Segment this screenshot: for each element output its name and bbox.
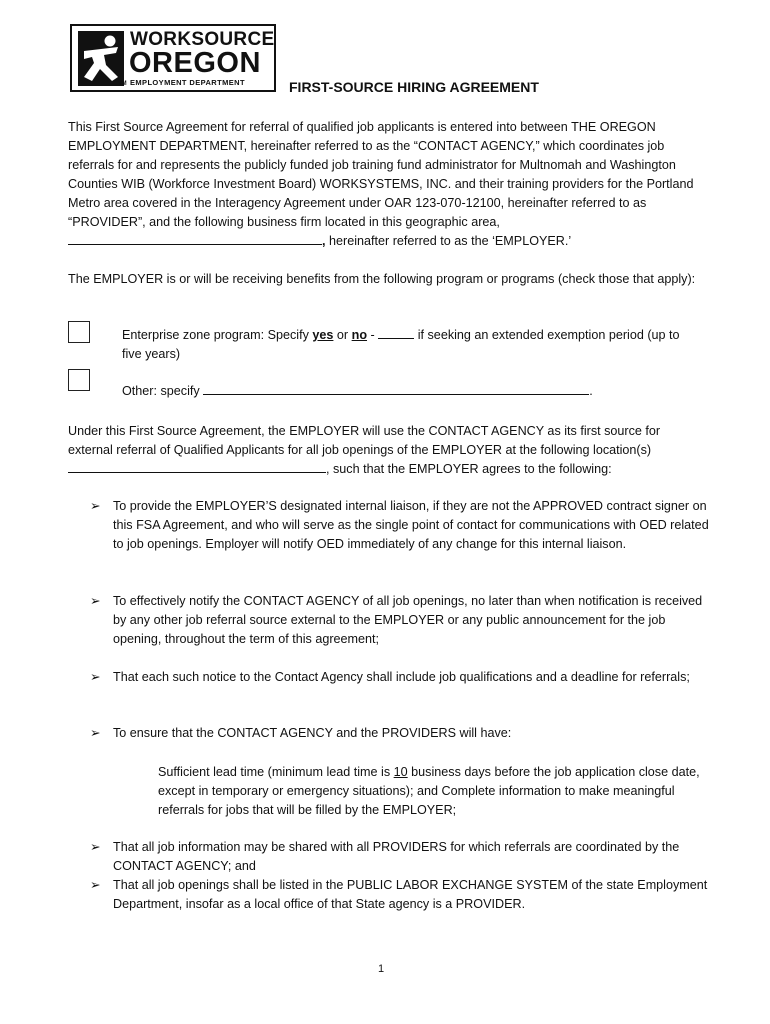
intro-text-end: hereinafter referred to as the ‘EMPLOYER.’: [325, 234, 572, 248]
arrow-bullet-icon: ➢: [90, 594, 101, 608]
exemption-answer-field[interactable]: [378, 326, 414, 339]
first-source-text-end: , such that the EMPLOYER agrees to the following:: [326, 462, 612, 476]
yes-option: yes: [312, 328, 334, 342]
intro-paragraph: [68, 118, 708, 251]
first-source-text: Under this First Source Agreement, the EMPLOYER will use the CONTACT AGENCY as its first source for external referral of Qualified Applicants for all job openings of the EMPLOYER at the following location(s): [68, 424, 661, 457]
intro-text: This First Source Agreement for referral of qualified job applicants is entered into between THE OREGON EMPLOYMENT DEPARTMENT, hereinafter referred to as the “CONTACT AGENCY,” which coordinates job referrals for and represents the publicly funded job training fund administrator for Multnomah and Washington Counties WIB (Workforce Investment Board) WORKSYSTEMS, INC. and their training providers for the Portland Metro area covered in the Interagency Agreement under OAR 123-070-12100, hereinafter referred to as “PROVIDER”, and the following business firm located in this geographic area,: [68, 120, 694, 229]
arrow-bullet-icon: ➢: [90, 878, 101, 892]
page-number: 1: [378, 963, 385, 975]
list-item-text: To ensure that the CONTACT AGENCY and the PROVIDERS will have:: [113, 726, 512, 740]
list-item: [90, 497, 710, 554]
lead-time-days: 10: [393, 765, 408, 779]
arrow-bullet-icon: ➢: [90, 840, 101, 854]
list-item-text: That all job information may be shared with all PROVIDERS for which referrals are coordinated by the CONTACT AGENCY; and: [113, 840, 680, 873]
list-item: [90, 592, 710, 649]
logo-department-text: EMPLOYMENT DEPARTMENT: [130, 78, 245, 87]
list-item-text: That all job openings shall be listed in the PUBLIC LABOR EXCHANGE SYSTEM of the state Employment Department, insofar as a local office of that State agency is a PROVIDER.: [113, 878, 708, 911]
location-field[interactable]: [68, 460, 326, 473]
logo-worksource-text: WORKSOURCE: [130, 29, 275, 50]
enterprise-zone-label: Enterprise zone program: Specify: [122, 328, 313, 342]
lead-time-text: Sufficient lead time (minimum lead time is: [158, 765, 394, 779]
enterprise-zone-label-end: if seeking an extended exemption period (up to five years): [122, 328, 680, 361]
other-label: Other: specify: [122, 384, 204, 398]
enterprise-zone-checkbox[interactable]: [68, 321, 90, 343]
trademark-mark: TM: [118, 81, 127, 87]
other-program-option: [122, 382, 682, 401]
programs-paragraph: The EMPLOYER is or will be receiving benefits from the following program or programs (check those that apply):: [68, 272, 696, 286]
running-figure-icon: [78, 31, 124, 86]
list-item: [90, 838, 710, 876]
logo-oregon-text: OREGON: [129, 47, 261, 79]
first-source-paragraph: [68, 422, 708, 479]
enterprise-zone-option: [122, 326, 682, 364]
document-title: FIRST-SOURCE HIRING AGREEMENT: [289, 79, 539, 95]
list-item-text: To provide the EMPLOYER’S designated internal liaison, if they are not the APPROVED contract signer on this FSA Agreement, and who will serve as the single point of contact for communications with OED related to job openings. Employer will notify OED immediately of any change for this internal liaison.: [113, 499, 709, 551]
list-item: [90, 668, 710, 687]
no-option: no: [351, 328, 368, 342]
other-specify-field[interactable]: [203, 382, 589, 395]
lead-time-paragraph: [158, 763, 708, 820]
geographic-area-field[interactable]: [68, 232, 322, 245]
list-item: [90, 876, 710, 914]
intro-comma: ,: [322, 234, 326, 248]
or-text: or: [333, 328, 352, 342]
list-item-text: To effectively notify the CONTACT AGENCY of all job openings, no later than when notification is received by any other job referral source external to the EMPLOYER or any public announcement for the job opening, throughout the term of this agreement;: [113, 594, 703, 646]
list-item: [90, 724, 710, 743]
arrow-bullet-icon: ➢: [90, 499, 101, 513]
lead-time-text-end: business days before the job application close date, except in temporary or emergency situations); and Complete information to make meaningful referrals for jobs that will be filled by the EMPLOYER;: [158, 765, 700, 817]
arrow-bullet-icon: ➢: [90, 726, 101, 740]
other-program-checkbox[interactable]: [68, 369, 90, 391]
list-item-text: That each such notice to the Contact Agency shall include job qualifications and a deadline for referrals;: [113, 670, 690, 684]
worksource-oregon-logo: [70, 24, 276, 92]
arrow-bullet-icon: ➢: [90, 670, 101, 684]
other-period: .: [589, 384, 593, 398]
dash-text: -: [367, 328, 379, 342]
